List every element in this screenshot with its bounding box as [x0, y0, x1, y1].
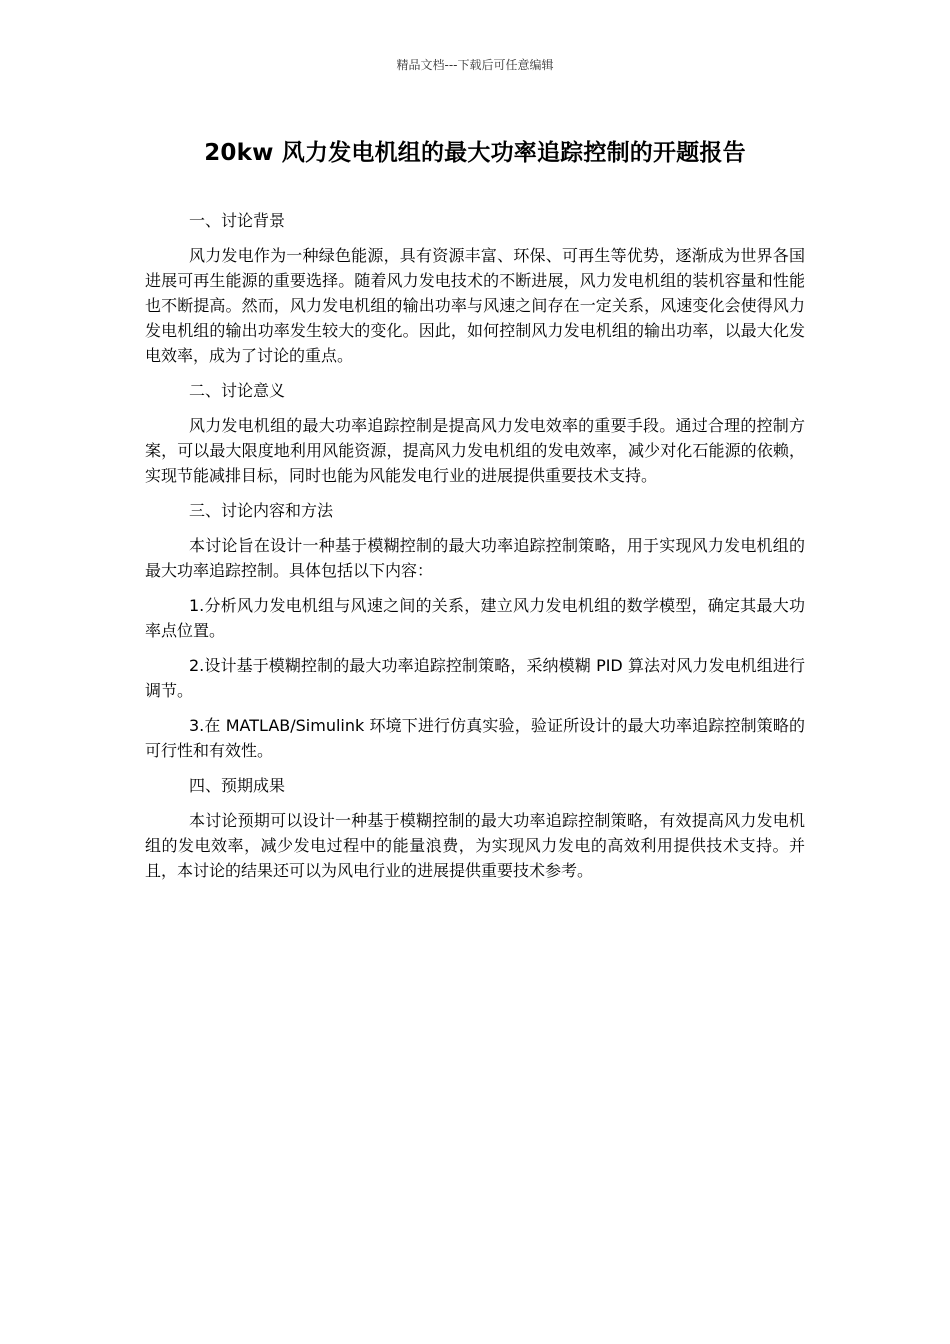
section-heading-background: 一、讨论背景	[189, 211, 286, 230]
list-item-step-1: 1.分析风力发电机组与风速之间的关系，建立风力发电机组的数学模型，确定其最大功率点位置。	[145, 596, 805, 640]
page-header-note: 精品文档---下载后可任意编辑	[396, 58, 554, 72]
section-heading-content-methods: 三、讨论内容和方法	[189, 501, 334, 520]
section-heading-significance: 二、讨论意义	[189, 381, 286, 400]
paragraph-expected-results: 本讨论预期可以设计一种基于模糊控制的最大功率追踪控制策略，有效提高风力发电机组的发电效率，减少发电过程中的能量浪费，为实现风力发电的高效利用提供技术支持。并且，本讨论的结果还可以为风电行业的进展提供重要技术参考。	[145, 811, 805, 880]
list-item-step-3: 3.在 MATLAB/Simulink 环境下进行仿真实验，验证所设计的最大功率追踪控制策略的可行性和有效性。	[145, 716, 805, 760]
paragraph-background: 风力发电作为一种绿色能源，具有资源丰富、环保、可再生等优势，逐渐成为世界各国进展可再生能源的重要选择。随着风力发电技术的不断进展，风力发电机组的装机容量和性能也不断提高。然而，风力发电机组的输出功率与风速之间存在一定关系，风速变化会使得风力发电机组的输出功率发生较大的变化。因此，如何控制风力发电机组的输出功率，以最大化发电效率，成为了讨论的重点。	[145, 246, 805, 365]
paragraph-significance: 风力发电机组的最大功率追踪控制是提高风力发电效率的重要手段。通过合理的控制方案，可以最大限度地利用风能资源，提高风力发电机组的发电效率，减少对化石能源的依赖，实现节能减排目标，同时也能为风能发电行业的进展提供重要技术支持。	[145, 416, 805, 485]
document-title: 20kw 风力发电机组的最大功率追踪控制的开题报告	[204, 140, 746, 166]
document-body	[145, 208, 805, 893]
list-item-step-2: 2.设计基于模糊控制的最大功率追踪控制策略，采纳模糊 PID 算法对风力发电机组进行调节。	[145, 656, 805, 700]
section-heading-expected-results: 四、预期成果	[189, 776, 286, 795]
paragraph-content-intro: 本讨论旨在设计一种基于模糊控制的最大功率追踪控制策略，用于实现风力发电机组的最大功率追踪控制。具体包括以下内容：	[145, 536, 805, 580]
